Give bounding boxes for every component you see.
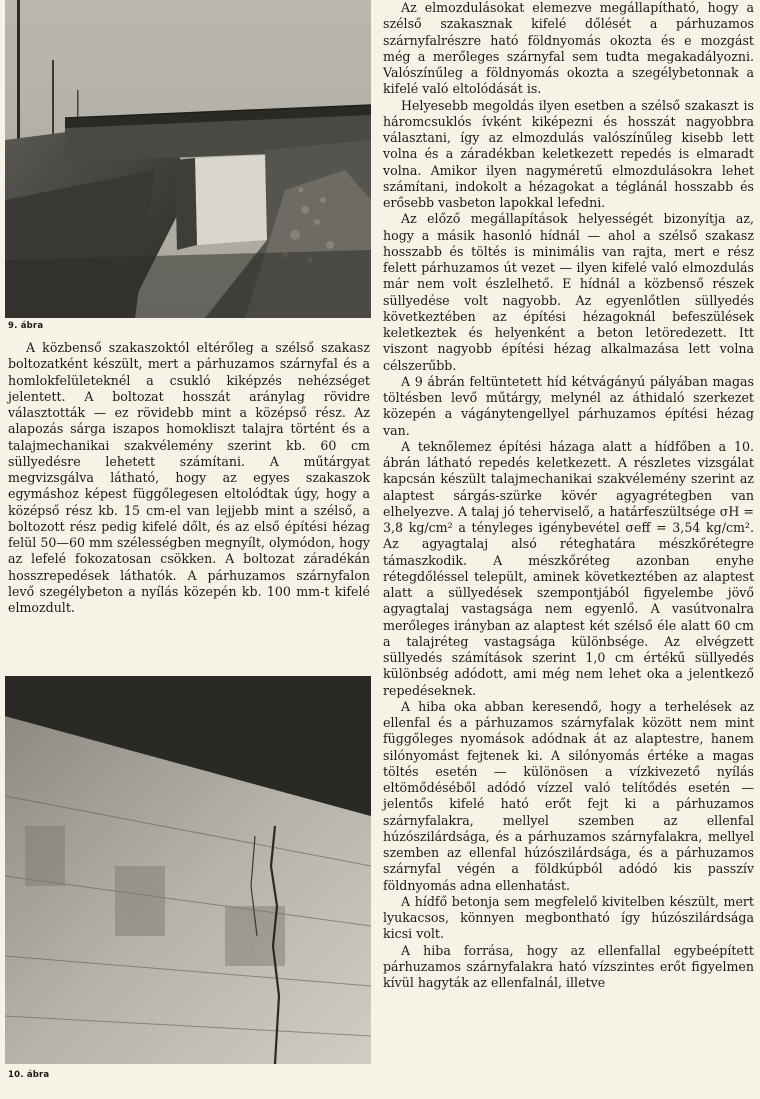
paragraph: A hídfő betonja sem megfelelő kivitelben készült, mert lyukacsos, könnyen megbontható így húzószilárdsága kicsi volt. xyxy=(383,893,754,942)
figure-9-caption: 9. ábra xyxy=(8,321,44,331)
paragraph: Az elmozdulásokat elemezve megállapítható, hogy a szélső szakasznak kifelé dőlését a párhuzamos szárnyfalrészre ható földnyomás okozta és e mozgást még a merőleges szárnyfal sem tudta megakadályozni. Valószínűleg a földnyomás okozta a szegélybetonnak a kifelé való eltolódását is. xyxy=(383,0,754,97)
paragraph: A közbenső szakaszoktól eltérőleg a szélső szakasz boltozatként készült, mert a párhuzamos szárnyfal és a homlokfelületeknél a csukló kiképzés nehézséget jelentett. A boltozat hosszát aránylag rövidre választották — ez rövidebb mint a középső rész. Az alapozás sárga iszapos homokliszt talajra történt és a talajmechanikai szakvélemény szerint kb. 60 cm süllyedésre lehetett számítani. A műtárgyat megvizsgálva látható, hogy az egyes szakaszok egymáshoz képest függőlegesen eltolódtak úgy, hogy a középső rész kb. 15 cm-el van lejjebb mint a szélső, a boltozott rész pedig kifelé dőlt, és az első építési hézag felül 50—60 mm szélességben megnyílt, olymódon, hogy az lefelé fokozatosan csökken. A boltozat záradékán hosszrepedések láthatók. A párhuzamos szárnyfalon levő szegélybeton a nyílás közepén kb. 100 mm-t kifelé elmozdult. xyxy=(8,340,370,615)
bridge-photo-drawing xyxy=(5,0,371,318)
paragraph: A teknőlemez építési házaga alatt a hídfőben a 10. ábrán látható repedés keletkezett. A részletes vizsgálat kapcsán készült talajmechanikai szakvélemény szerint az alaptest sárgás-szürke kövér agyagrétegben van elhelyezve. A talaj jó teherviselő, a határfeszültsége σH = 3,8 kg/cm² a tényleges igénybevétel σeff = 3,54 kg/cm². Az agyagtalaj alsó réteghatára mészkőrétegre támaszkodik. A mészkőréteg azonban enyhe rétegdőléssel települt, aminek következtében az alaptest alatt a süllyedések szempontjából figyelembe jövő agyagtalaj vastagsága nem egyenlő. A vasútvonalra merőleges irányban az alaptest két szélső éle alatt 60 cm a talajréteg vastagsága különbsége. Az elvégzett süllyedés számítások szerint 1,0 cm értékű süllyedés különbség adódott, ami még nem lehet oka a jelentkező repedéseknek. xyxy=(383,438,754,698)
paragraph: Helyesebb megoldás ilyen esetben a szélső szakaszt is háromcsuklós ívként kiképezni és hosszát nagyobbra választani, így az elmozdulás valószínűleg kisebb lett volna és a záradékban keletkezett repedés is elmaradt volna. Amikor ilyen nagyméretű elmozdulásokra lehet számítani, indokolt a hézagokat a téglánál hosszabb és erősebb vasbeton lapokkal lefedni. xyxy=(383,97,754,210)
figure-9-photo xyxy=(5,0,371,318)
paragraph: A hiba oka abban keresendő, hogy a terhelések az ellenfal és a párhuzamos szárnyfalak között nem mint függőleges nyomások adódnak át az alaptestre, hanem silónyomást fejtenek ki. A silónyomás értéke a magas töltés esetén — különösen a vízkivezető nyílás eltömődéséből adódó vízzel való telítődés esetén — jelentős kifelé ható erőt fejt ki a párhuzamos szárnyfalakra, mellyel szemben az ellenfal húzószilárdsága, és a párhuzamos szárnyfalakra, mellyel szemben az ellenfal húzószilárdsága, és a párhuzamos szárnyfal végén a földkúpból adódó kis passzív földnyomás adna ellenhatást. xyxy=(383,698,754,893)
paragraph: A hiba forrása, hogy az ellenfallal egybeépített párhuzamos szárnyfalakra ható vízszintes erőt figyelmen kívül hagyták az ellenfalnál, illetve xyxy=(383,942,754,990)
left-text-column xyxy=(8,340,370,616)
figure-10-photo xyxy=(5,676,371,1064)
paragraph: A 9 ábrán feltüntetett híd kétvágányú pályában magas töltésben levő műtárgy, melynél az áthidaló szerkezet közepén a vágánytengellyel párhuzamos építési hézag van. xyxy=(383,373,754,438)
right-text-column xyxy=(383,0,754,991)
paragraph: Az előző megállapítások helyességét bizonyítja az, hogy a másik hasonló hídnál — ahol a szélső szakasz hosszabb és töltés is minimális van rajta, mert e rész felett párhuzamos út vezet — ilyen kifelé való elmozdulás már nem volt észlelhető. E hídnál a közbenső részek süllyedése volt nagyobb. Az egyenlőtlen süllyedés következtében az építési hézagoknál befeszülések keletkeztek és helyenként a beton letöredezett. Itt viszont nagyobb építési hézag alkalmazása lett volna célszerűbb. xyxy=(383,211,754,373)
figure-10-caption: 10. ábra xyxy=(8,1070,50,1080)
wall-crack-photo-drawing xyxy=(5,676,371,1064)
